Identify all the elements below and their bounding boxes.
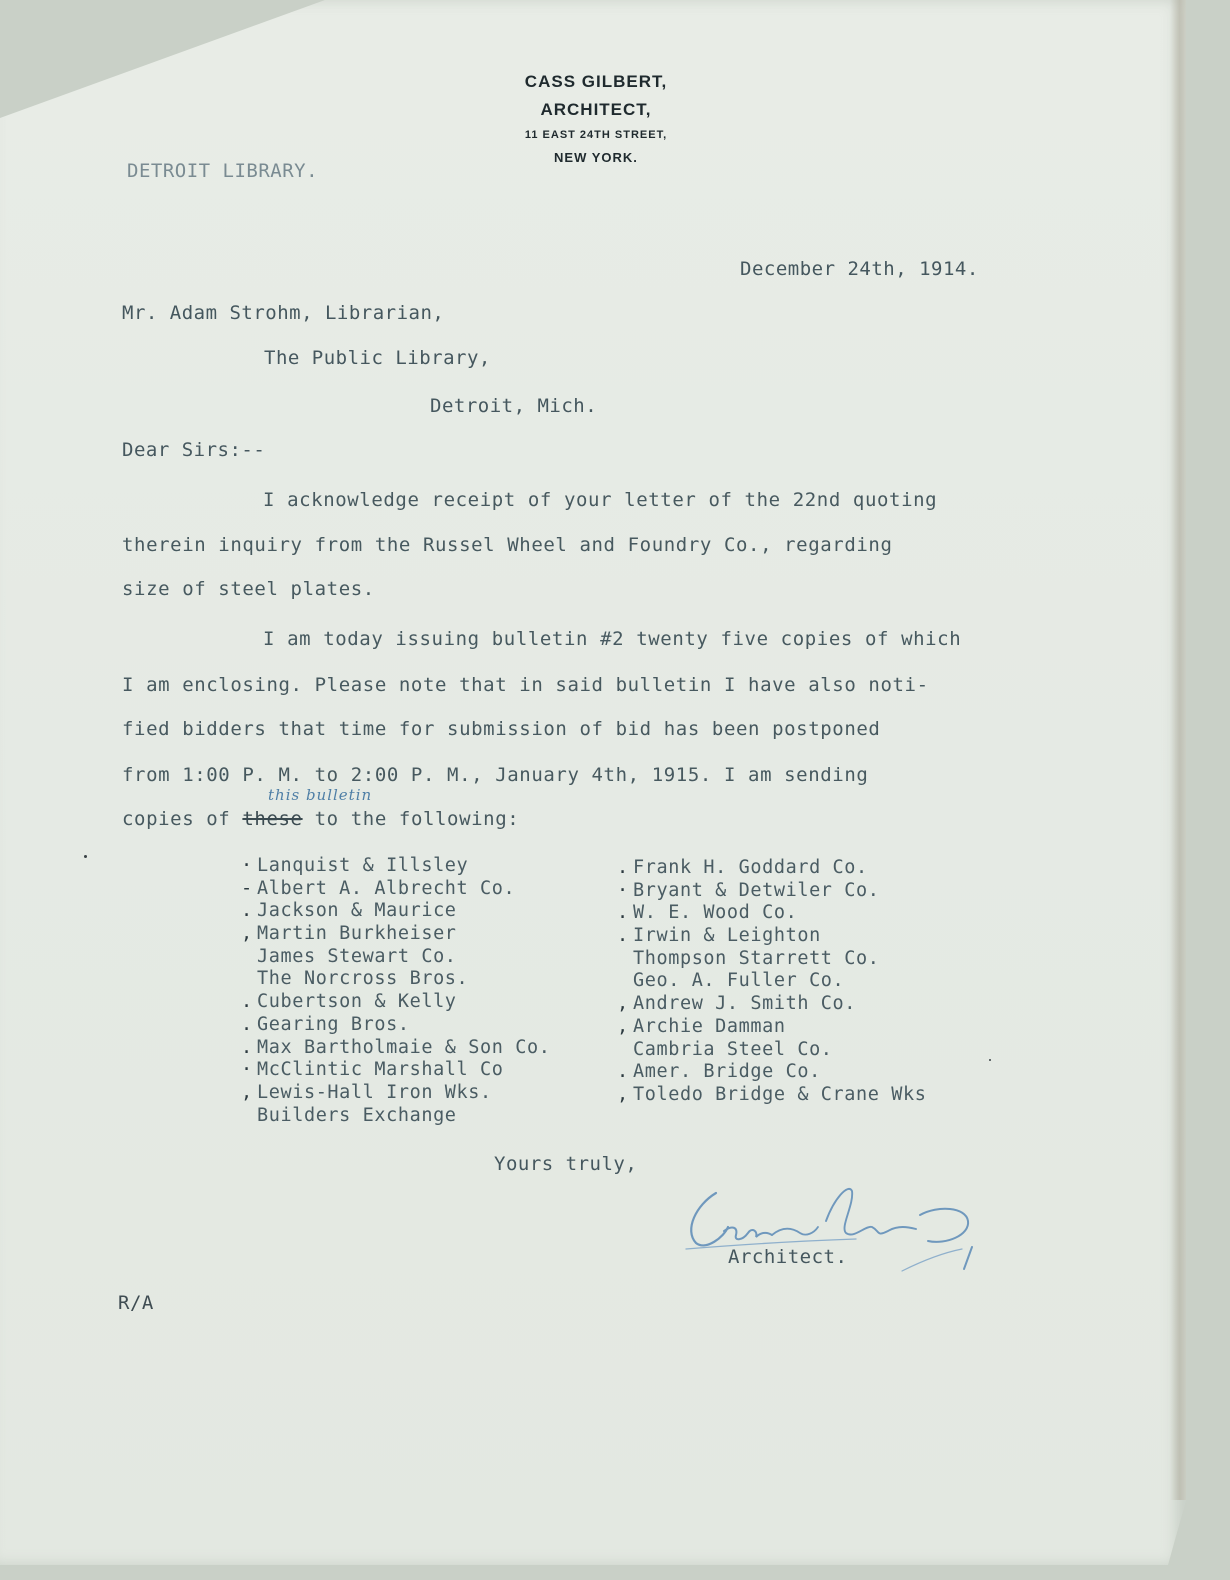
recipient-list-item xyxy=(617,1061,926,1084)
recipient-company-name: Gearing Bros. xyxy=(257,1013,410,1035)
recipient-list-left xyxy=(241,855,550,1127)
check-mark: , xyxy=(617,993,629,1015)
paper-edge-shadow xyxy=(1170,0,1186,1500)
check-mark: . xyxy=(617,902,629,924)
check-mark: - xyxy=(241,877,253,899)
letterhead-street: 11 EAST 24TH STREET, xyxy=(524,129,668,141)
body-line-suffix: to the following: xyxy=(302,808,520,830)
recipient-list-item xyxy=(241,1037,550,1060)
check-mark: . xyxy=(617,925,629,947)
recipient-company-name: Lewis-Hall Iron Wks. xyxy=(257,1081,492,1103)
check-mark: . xyxy=(241,1036,253,1058)
filing-label: DETROIT LIBRARY. xyxy=(127,160,319,182)
recipient-company-name: Irwin & Leighton xyxy=(633,925,821,947)
signature-title: Architect. xyxy=(728,1246,848,1268)
recipient-company-name: Amer. Bridge Co. xyxy=(633,1061,821,1083)
recipient-company-name: Jackson & Maurice xyxy=(257,900,457,922)
recipient-list-item xyxy=(617,925,926,948)
check-mark: . xyxy=(617,857,629,878)
paper-speck xyxy=(989,1059,991,1061)
recipient-company-name: Albert A. Albrecht Co. xyxy=(257,877,516,899)
recipient-company-name: Toledo Bridge & Crane Wks xyxy=(633,1083,927,1105)
check-mark: . xyxy=(241,900,253,922)
recipient-company-name: Martin Burkheiser xyxy=(257,923,457,945)
body-line: fied bidders that time for submission of bid has been postponed xyxy=(122,718,881,740)
recipient-list-item xyxy=(241,878,550,901)
struck-word: these xyxy=(242,808,303,830)
recipient-list-item xyxy=(241,1105,550,1128)
letterhead-profession: ARCHITECT, xyxy=(540,100,652,119)
recipient-company-name: Max Bartholmaie & Son Co. xyxy=(257,1036,551,1058)
recipient-institution: The Public Library, xyxy=(264,347,491,369)
recipient-company-name: W. E. Wood Co. xyxy=(633,902,798,924)
handwritten-signature xyxy=(676,1175,986,1285)
recipient-company-name: Geo. A. Fuller Co. xyxy=(633,970,845,992)
recipient-list-right xyxy=(617,857,926,1107)
recipient-list-item xyxy=(617,880,926,903)
recipient-name: Mr. Adam Strohm, Librarian, xyxy=(122,302,445,324)
check-mark: . xyxy=(617,1061,629,1083)
recipient-list-item xyxy=(617,1016,926,1039)
recipient-list-item xyxy=(617,1084,926,1107)
body-line: I acknowledge receipt of your letter of the 22nd quoting xyxy=(263,489,938,511)
recipient-company-name: Cubertson & Kelly xyxy=(257,991,457,1013)
recipient-company-name: Builders Exchange xyxy=(257,1104,457,1126)
recipient-city: Detroit, Mich. xyxy=(430,395,598,417)
recipient-list-item xyxy=(241,900,550,923)
recipient-list-item xyxy=(241,991,550,1014)
check-mark: , xyxy=(617,1015,629,1037)
body-line-final xyxy=(122,808,519,830)
letterhead-name: CASS GILBERT, xyxy=(524,72,668,91)
recipient-list-item xyxy=(241,1082,550,1105)
recipient-list-item xyxy=(617,857,926,880)
recipient-company-name: Frank H. Goddard Co. xyxy=(633,857,868,878)
body-line: I am enclosing. Please note that in said bulletin I have also noti- xyxy=(122,674,929,696)
handwritten-insertion: this bulletin xyxy=(268,786,373,804)
letterhead-city: NEW YORK. xyxy=(554,150,638,165)
check-mark: , xyxy=(617,1083,629,1105)
body-line: from 1:00 P. M. to 2:00 P. M., January 4th, 1915. I am sending xyxy=(122,764,869,786)
body-line: I am today issuing bulletin #2 twenty five copies of which xyxy=(263,628,962,650)
body-line: therein inquiry from the Russel Wheel and Foundry Co., regarding xyxy=(122,534,893,556)
paper-speck xyxy=(84,855,87,858)
recipient-list-item xyxy=(617,902,926,925)
check-mark: , xyxy=(241,923,253,945)
letterhead xyxy=(478,68,714,170)
recipient-list-item xyxy=(617,993,926,1016)
recipient-list-item xyxy=(241,946,550,969)
recipient-company-name: Andrew J. Smith Co. xyxy=(633,993,857,1015)
check-mark: . xyxy=(241,1013,253,1035)
check-mark: · xyxy=(241,1059,253,1081)
check-mark: , xyxy=(241,1081,253,1103)
recipient-list-item xyxy=(241,1014,550,1037)
recipient-list-item xyxy=(241,855,550,878)
recipient-company-name: Lanquist & Illsley xyxy=(257,855,469,876)
recipient-list-item xyxy=(241,923,550,946)
check-mark: · xyxy=(617,879,629,901)
recipient-list-item xyxy=(241,1059,550,1082)
recipient-company-name: Thompson Starrett Co. xyxy=(633,947,880,969)
recipient-company-name: The Norcross Bros. xyxy=(257,968,469,990)
recipient-company-name: Archie Damman xyxy=(633,1015,786,1037)
recipient-list-item xyxy=(617,970,926,993)
body-line: size of steel plates. xyxy=(122,578,375,600)
recipient-list-item xyxy=(617,948,926,971)
recipient-company-name: Bryant & Detwiler Co. xyxy=(633,879,880,901)
letter-date: December 24th, 1914. xyxy=(740,258,979,280)
recipient-list-item xyxy=(617,1039,926,1062)
body-line-prefix: copies of xyxy=(122,808,243,830)
recipient-company-name: McClintic Marshall Co xyxy=(257,1059,504,1081)
salutation: Dear Sirs:-- xyxy=(122,439,266,461)
recipient-list-item xyxy=(241,968,550,991)
check-mark: · xyxy=(241,855,253,876)
closing: Yours truly, xyxy=(494,1153,638,1175)
reference-initials: R/A xyxy=(118,1292,154,1314)
recipient-company-name: Cambria Steel Co. xyxy=(633,1038,833,1060)
check-mark: . xyxy=(241,991,253,1013)
recipient-company-name: James Stewart Co. xyxy=(257,945,457,967)
